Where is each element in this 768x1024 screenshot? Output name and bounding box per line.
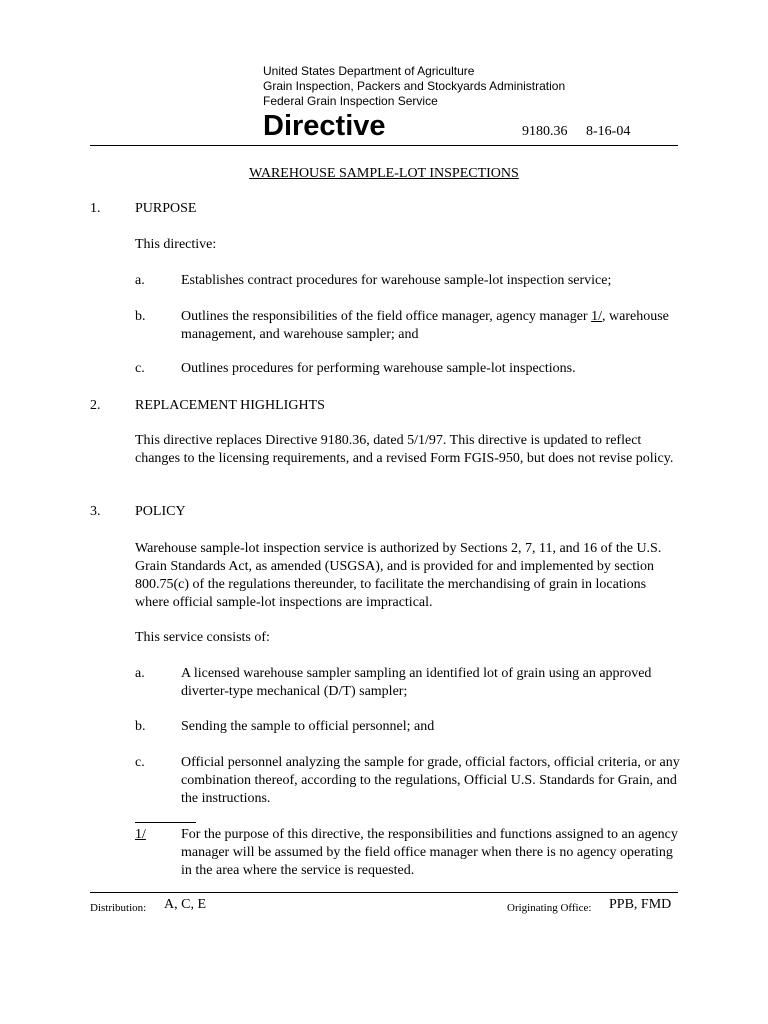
footnote-reference: 1/ bbox=[591, 309, 602, 324]
distribution-label: Distribution: bbox=[90, 902, 147, 914]
originating-office-value: PPB, FMD bbox=[609, 897, 672, 912]
section-3-item-c-text: Official personnel analyzing the sample for grade, official factors, official criteria, or any combination thereof, according to the regulations, Official U.S. Standards for Grain, and the instructions. bbox=[181, 755, 680, 806]
agency-line-usda: United States Department of Agriculture bbox=[263, 64, 475, 78]
section-1-item-c-text: Outlines procedures for performing warehouse sample-lot inspections. bbox=[181, 361, 576, 376]
footnote-text: For the purpose of this directive, the responsibilities and functions assigned to an agency manager will be assumed by the field office manager when there is no agency operating in the area where the service is requested. bbox=[181, 827, 678, 878]
section-2-body: This directive replaces Directive 9180.36, dated 5/1/97. This directive is updated to reflect changes to the licensing requirements, and a revised Form FGIS-950, but does not revise policy. bbox=[135, 433, 674, 466]
footer-divider bbox=[90, 892, 678, 893]
section-1-item-b-text-after: , warehouse management, and warehouse sampler; and bbox=[181, 309, 669, 342]
section-3-body: Warehouse sample-lot inspection service is authorized by Sections 2, 7, 11, and 16 of the U.S. Grain Standards Act, as amended (USGSA), and is provided for and implemented by section 800.75(c) of the regulations thereunder, to facilitate the merchandising of grain in locations where official sample-lot inspections are impractical. bbox=[135, 541, 662, 610]
section-2-heading: REPLACEMENT HIGHLIGHTS bbox=[135, 398, 325, 413]
section-3-item-b-marker: b. bbox=[135, 719, 146, 734]
directive-date: 8-16-04 bbox=[586, 124, 631, 139]
section-1-item-b-text-before: Outlines the responsibilities of the field office manager, agency manager bbox=[181, 309, 592, 324]
section-1-item-a-text: Establishes contract procedures for warehouse sample-lot inspection service; bbox=[181, 273, 612, 288]
agency-line-gipsa: Grain Inspection, Packers and Stockyards Administration bbox=[263, 79, 566, 93]
distribution-value: A, C, E bbox=[164, 897, 206, 912]
section-3-heading: POLICY bbox=[135, 504, 186, 519]
section-3-item-a-text: A licensed warehouse sampler sampling an identified lot of grain using an approved diverter-type mechanical (D/T) sampler; bbox=[181, 666, 652, 699]
footnote-separator bbox=[135, 822, 196, 823]
section-1-item-c-marker: c. bbox=[135, 361, 145, 376]
section-3-number: 3. bbox=[90, 504, 101, 519]
section-1-item-b-marker: b. bbox=[135, 309, 146, 324]
section-1-item-a-marker: a. bbox=[135, 273, 145, 288]
directive-heading: Directive bbox=[263, 110, 386, 142]
section-1-heading: PURPOSE bbox=[135, 201, 197, 216]
section-1-number: 1. bbox=[90, 201, 101, 216]
originating-office-label: Originating Office: bbox=[507, 902, 592, 914]
section-1-item-b-text bbox=[181, 308, 681, 344]
agency-line-fgis: Federal Grain Inspection Service bbox=[263, 94, 438, 108]
document-title: WAREHOUSE SAMPLE-LOT INSPECTIONS bbox=[249, 166, 519, 181]
directive-number: 9180.36 bbox=[522, 124, 568, 139]
section-3-item-a-marker: a. bbox=[135, 666, 145, 681]
section-3-intro: This service consists of: bbox=[135, 630, 270, 645]
section-2-number: 2. bbox=[90, 398, 101, 413]
footnote-marker: 1/ bbox=[135, 827, 146, 842]
section-3-item-b-text: Sending the sample to official personnel; and bbox=[181, 719, 435, 734]
section-3-item-c-marker: c. bbox=[135, 755, 145, 770]
header-divider bbox=[90, 145, 678, 146]
section-1-intro: This directive: bbox=[135, 237, 217, 252]
